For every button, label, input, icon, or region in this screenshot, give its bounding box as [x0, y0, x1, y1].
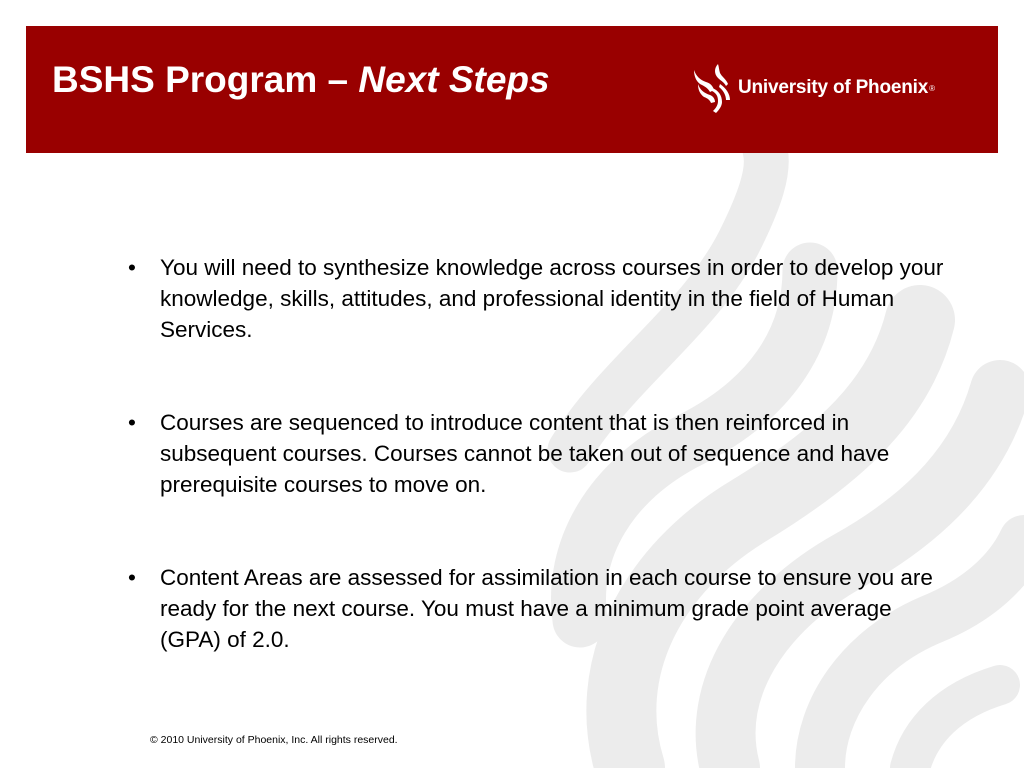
bullet-item: • You will need to synthesize knowledge across courses in order to develop your knowledge, skills, attitudes, and professional identity in the field of Human Services. [126, 252, 956, 345]
phoenix-bird-icon [688, 62, 734, 114]
bullet-list [126, 252, 956, 717]
university-logo [688, 62, 935, 114]
slide-title-emphasis: Next Steps [358, 59, 550, 100]
bullet-item: • Content Areas are assessed for assimilation in each course to ensure you are ready for the next course. You must have a minimum grade point average (GPA) of 2.0. [126, 562, 956, 655]
registered-mark: ® [929, 83, 935, 93]
university-logo-text: University of Phoenix [738, 77, 929, 98]
slide-title [52, 58, 550, 102]
copyright-footer: © 2010 University of Phoenix, Inc. All rights reserved. [150, 734, 398, 746]
bullet-item: • Courses are sequenced to introduce content that is then reinforced in subsequent courses. Courses cannot be taken out of sequence and have prerequisite courses to move on. [126, 407, 956, 500]
slide-title-main: BSHS Program – [52, 59, 359, 100]
